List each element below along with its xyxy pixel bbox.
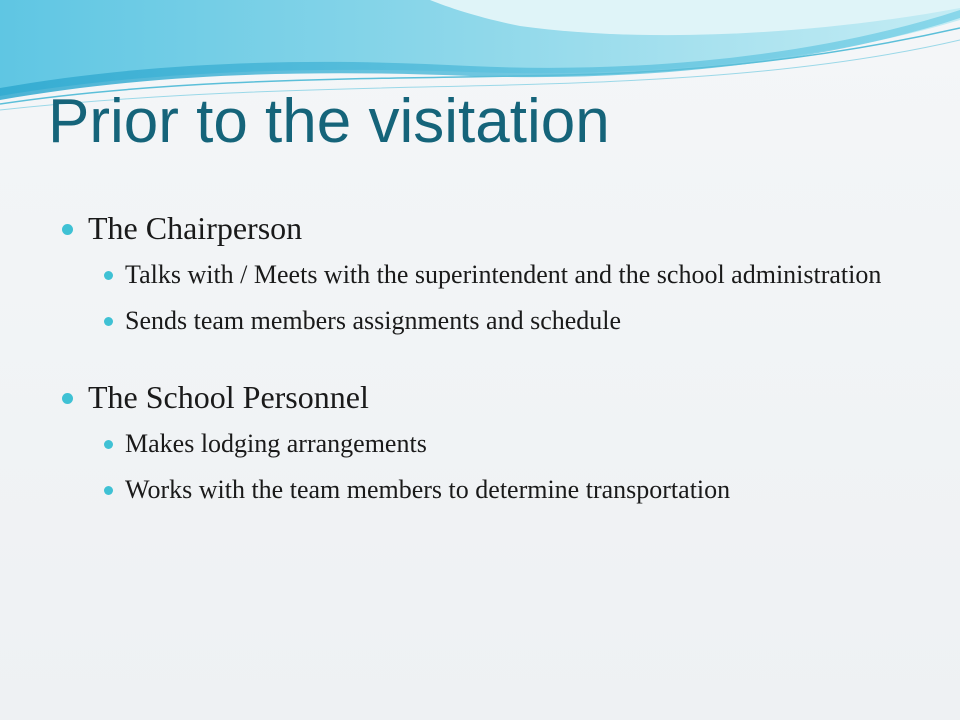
bullet-dot-icon (104, 440, 113, 449)
bullet-dot-icon (104, 317, 113, 326)
sub-bullet-item (102, 471, 920, 508)
bullet-heading: The Chairperson (88, 210, 303, 246)
sub-bullet-list (102, 425, 920, 508)
bullet-dot-icon (104, 271, 113, 280)
sub-bullet-text: Talks with / Meets with the superintendent and the school administration (125, 260, 882, 289)
sub-bullet-item (102, 302, 920, 339)
sub-bullet-item (102, 425, 920, 462)
sub-bullet-text: Makes lodging arrangements (125, 429, 427, 458)
bullet-group-chairperson (60, 204, 920, 339)
sub-bullet-text: Works with the team members to determine transportation (125, 475, 731, 504)
bullet-list (60, 204, 920, 542)
sub-bullet-list (102, 256, 920, 339)
bullet-dot-icon (62, 224, 73, 235)
slide-title: Prior to the visitation (48, 87, 610, 156)
bullet-dot-icon (104, 486, 113, 495)
bullet-dot-icon (62, 393, 73, 404)
sub-bullet-text: Sends team members assignments and schedule (125, 306, 622, 335)
bullet-group-school-personnel (60, 373, 920, 508)
bullet-heading: The School Personnel (88, 379, 369, 415)
bullet-item-chairperson (60, 204, 920, 252)
sub-bullet-item (102, 256, 920, 293)
bullet-item-school-personnel (60, 373, 920, 421)
